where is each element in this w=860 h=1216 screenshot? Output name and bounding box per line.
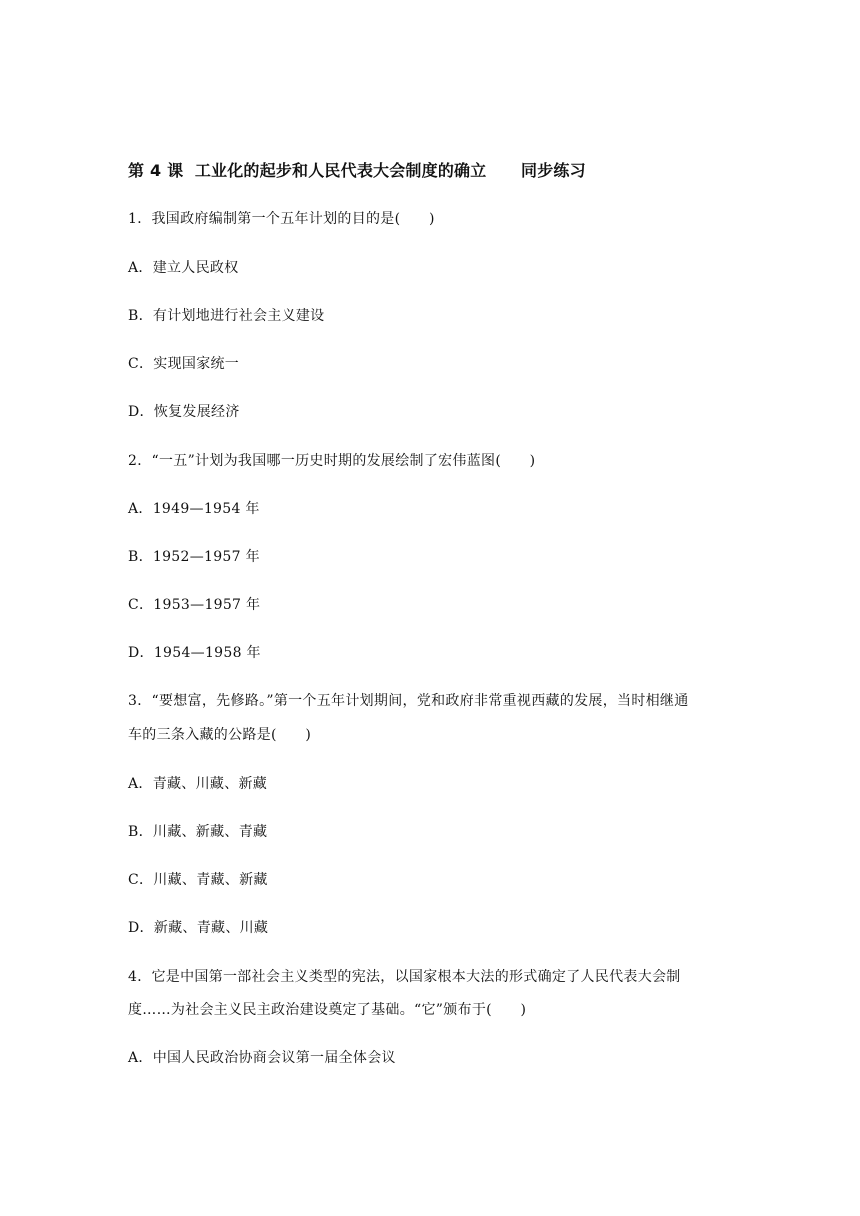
question-2-option-d: D．1954—1958 年: [128, 645, 261, 661]
question-2-option-b: B．1952—1957 年: [128, 549, 260, 565]
question-1-stem: 1．我国政府编制第一个五年计划的目的是( ): [128, 211, 435, 227]
worksheet-title: 第 4 课 工业化的起步和人民代表大会制度的确立 同步练习: [128, 161, 586, 180]
question-1-option-b: B．有计划地进行社会主义建设: [128, 308, 325, 324]
question-1-option-c: C．实现国家统一: [128, 356, 240, 372]
question-1-option-a: A．建立人民政权: [128, 260, 239, 276]
question-3-stem-line-2: 车的三条入藏的公路是( ): [128, 727, 312, 743]
question-3-option-a: A．青藏、川藏、新藏: [128, 776, 268, 792]
question-3-option-c: C．川藏、青藏、新藏: [128, 872, 268, 888]
question-2-option-a: A．1949—1954 年: [128, 501, 260, 517]
question-4-stem-line-2: 度……为社会主义民主政治建设奠定了基础。“它”颁布于( ): [128, 1002, 527, 1018]
question-4-stem-line-1: 4．它是中国第一部社会主义类型的宪法，以国家根本大法的形式确定了人民代表大会制: [128, 969, 681, 985]
question-2-option-c: C．1953—1957 年: [128, 597, 261, 613]
question-3-option-b: B．川藏、新藏、青藏: [128, 824, 268, 840]
question-2-stem: 2．“一五”计划为我国哪一历史时期的发展绘制了宏伟蓝图( ): [128, 453, 536, 469]
question-4-option-a: A．中国人民政治协商会议第一届全体会议: [128, 1050, 396, 1066]
question-3-stem-line-1: 3．“要想富，先修路。”第一个五年计划期间，党和政府非常重视西藏的发展，当时相继通: [128, 693, 689, 709]
question-3-option-d: D．新藏、青藏、川藏: [128, 920, 269, 936]
question-1-option-d: D．恢复发展经济: [128, 404, 240, 420]
